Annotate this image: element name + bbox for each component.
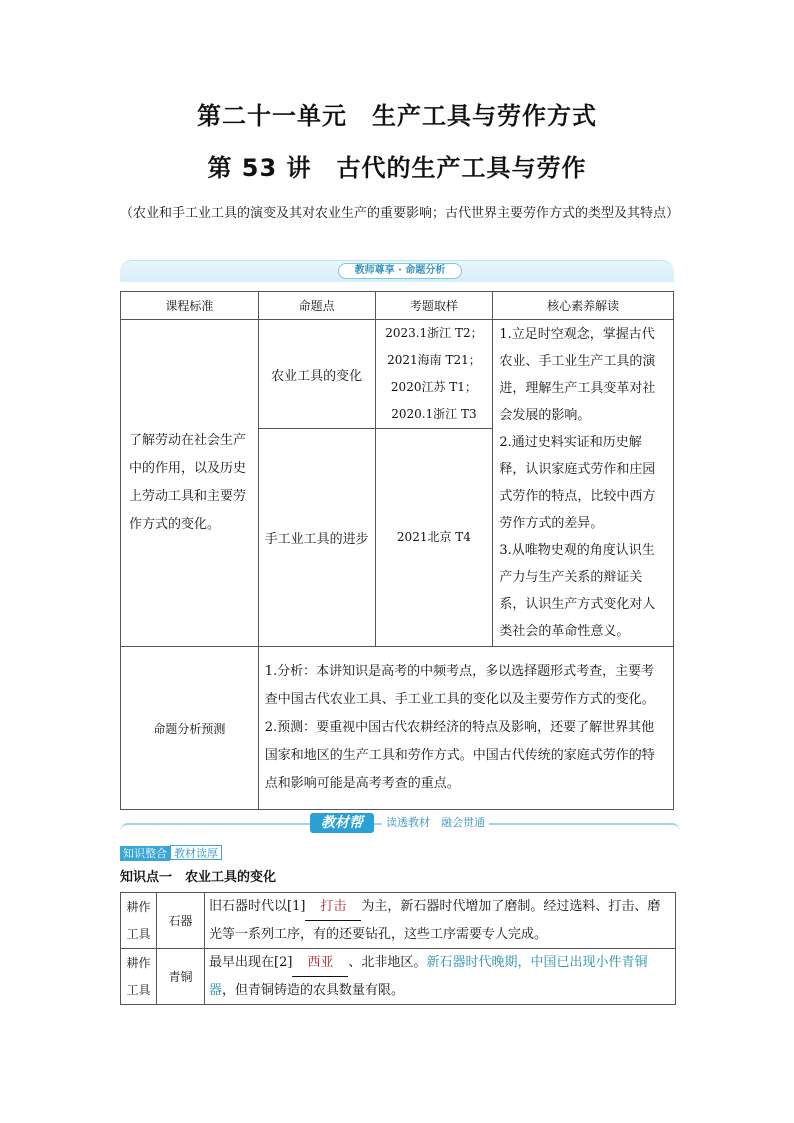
analysis-label: 命题分析预测 <box>121 647 259 810</box>
chip-knowledge: 知识整合 <box>120 846 170 861</box>
proposition-table <box>120 291 674 810</box>
section-chips <box>120 842 222 858</box>
row-material: 石器 <box>157 893 205 949</box>
agri-tools-table <box>120 892 676 1005</box>
exam-sample: 2021北京 T4 <box>396 530 471 544</box>
textbook-banner <box>120 813 680 835</box>
analysis-item: 2.预测：要重视中国古代农耕经济的特点及影响，还要了解世界其他国家和地区的生产工具和劳作方式。中国古代传统的家庭式劳作的特点和影响可能是高考考查的重点。 <box>264 720 655 791</box>
row-material: 青铜 <box>157 949 205 1005</box>
point-handicraft-tools: 手工业工具的进步 <box>258 429 375 647</box>
desc-post: 、北非地区。 <box>348 955 427 970</box>
textbook-tagline: 读透教材 融会贯通 <box>382 814 489 832</box>
teacher-banner <box>120 260 674 284</box>
core-item: 1.立足时空观念，掌握古代农业、手工业生产工具的演进，理解生产工具变革对社会发展的影响。 <box>499 327 656 423</box>
curriculum-standard: 了解劳动在社会生产中的作用，以及历史上劳动工具和主要劳作方式的变化。 <box>121 320 259 647</box>
lecture-subtitle: （农业和手工业工具的演变及其对农业生产的重要影响；古代世界主要劳作方式的类型及其特点） <box>120 206 680 221</box>
exam-samples-2 <box>375 429 493 647</box>
desc-post: 为主，新石器时代增加了磨制。经过选料、打击、磨光等一系列工序，有的还要钻孔，这些工序需要专人完成。 <box>209 899 661 942</box>
row-description <box>205 893 676 949</box>
exam-sample: 2020江苏 T1； <box>390 380 477 394</box>
desc-highlight: 新石器时代晚期，中国已出现小件青铜器 <box>209 955 648 998</box>
analysis-item: 1.分析：本讲知识是高考的中频考点，多以选择题形式考查，主要考查中国古代农业工具、手工业工具的变化以及主要劳作方式的变化。 <box>264 664 655 707</box>
exam-sample: 2020.1浙江 T3 <box>391 407 477 421</box>
chip-textbook: 教材读厚 <box>170 845 222 860</box>
exam-samples-1 <box>375 320 493 429</box>
fill-blank-1: 打击 <box>305 893 361 921</box>
fill-blank-2: 西亚 <box>292 949 348 977</box>
header-exam: 考题取样 <box>375 292 493 320</box>
header-core: 核心素养解读 <box>493 292 674 320</box>
unit-title: 第二十一单元 生产工具与劳作方式 <box>197 102 597 130</box>
knowledge-point-title: 知识点一 农业工具的变化 <box>120 870 277 885</box>
lecture-title: 第 53 讲 古代的生产工具与劳作 <box>207 154 587 182</box>
desc-tail: ，但青铜铸造的农具数量有限。 <box>222 983 405 998</box>
analysis-content <box>258 647 673 810</box>
row-type: 耕作工具 <box>121 893 157 949</box>
row-type: 耕作工具 <box>121 949 157 1005</box>
header-standard: 课程标准 <box>121 292 259 320</box>
exam-sample: 2023.1浙江 T2； <box>385 326 483 340</box>
teacher-banner-label: 教师尊享 · 命题分析 <box>338 263 462 279</box>
core-literacy <box>493 320 674 647</box>
header-point: 命题点 <box>258 292 375 320</box>
desc-pre: 最早出现在[2] <box>209 955 293 970</box>
core-item: 2.通过史料实证和历史解释，认识家庭式劳作和庄园式劳作的特点，比较中西方劳作方式的差异。 <box>499 435 656 531</box>
exam-sample: 2021海南 T21； <box>387 353 481 367</box>
row-description <box>205 949 676 1005</box>
point-agri-tools: 农业工具的变化 <box>258 320 375 429</box>
desc-pre: 旧石器时代以[1] <box>209 899 306 914</box>
textbook-tag: 教材帮 <box>310 813 374 833</box>
core-item: 3.从唯物史观的角度认识生产力与生产关系的辩证关系，认识生产方式变化对人类社会的革命性意义。 <box>499 543 656 639</box>
